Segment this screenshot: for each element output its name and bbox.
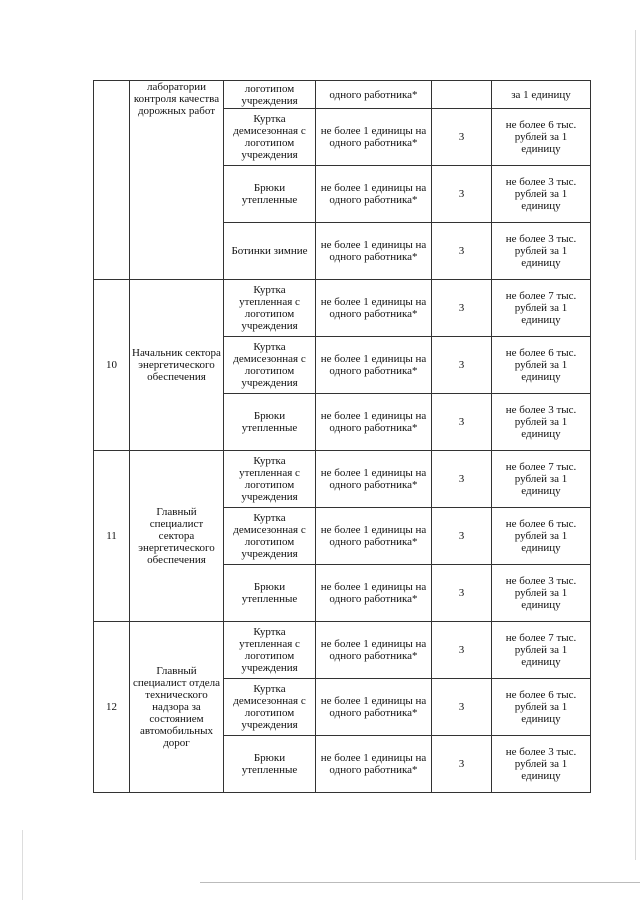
price-cell: не более 7 тыс. рублей за 1 единицу [492,451,591,508]
price-cell: не более 3 тыс. рублей за 1 единицу [492,736,591,793]
quantity-cell: не более 1 единицы на одного работника* [316,394,432,451]
item-name-cell: Куртка утепленная с логотипом учреждения [224,280,316,337]
price-cell: не более 6 тыс. рублей за 1 единицу [492,679,591,736]
item-name-cell: Куртка демисезонная с логотипом учреждения [224,109,316,166]
item-name-cell: Куртка утепленная с логотипом учреждения [224,451,316,508]
price-cell: не более 3 тыс. рублей за 1 единицу [492,394,591,451]
item-name-cell: Ботинки зимние [224,223,316,280]
quantity-cell: не более 1 единицы на одного работника* [316,223,432,280]
price-cell: не более 3 тыс. рублей за 1 единицу [492,223,591,280]
position-cell: лаборатории контроля качества дорожных работ [130,81,224,280]
wear-period-cell: 3 [432,280,492,337]
item-name-cell: логотипом учреждения [224,81,316,109]
quantity-cell: не более 1 единицы на одного работника* [316,166,432,223]
table-row [94,280,591,337]
wear-period-cell [432,81,492,109]
quantity-cell: не более 1 единицы на одного работника* [316,736,432,793]
table-row [94,81,591,109]
item-name-cell: Куртка демисезонная с логотипом учреждения [224,508,316,565]
row-number-cell: 11 [94,451,130,622]
item-name-cell: Брюки утепленные [224,565,316,622]
quantity-cell: не более 1 единицы на одного работника* [316,622,432,679]
position-cell: Начальник сектора энергетического обеспечения [130,280,224,451]
price-cell: за 1 единицу [492,81,591,109]
quantity-cell: не более 1 единицы на одного работника* [316,109,432,166]
quantity-cell: не более 1 единицы на одного работника* [316,280,432,337]
price-cell: не более 7 тыс. рублей за 1 единицу [492,622,591,679]
position-cell: Главный специалист отдела технического надзора за состоянием автомобильных дорог [130,622,224,793]
quantity-cell: не более 1 единицы на одного работника* [316,508,432,565]
quantity-cell: не более 1 единицы на одного работника* [316,451,432,508]
wear-period-cell: 3 [432,736,492,793]
quantity-cell: не более 1 единицы на одного работника* [316,679,432,736]
wear-period-cell: 3 [432,394,492,451]
item-name-cell: Брюки утепленные [224,394,316,451]
wear-period-cell: 3 [432,166,492,223]
scan-edge-line [635,30,636,860]
wear-period-cell: 3 [432,109,492,166]
item-name-cell: Брюки утепленные [224,736,316,793]
price-cell: не более 3 тыс. рублей за 1 единицу [492,565,591,622]
item-name-cell: Брюки утепленные [224,166,316,223]
table-body [94,81,591,793]
table-row [94,451,591,508]
wear-period-cell: 3 [432,223,492,280]
clothing-norms-table [93,80,591,793]
position-cell: Главный специалист сектора энергетического обеспечения [130,451,224,622]
item-name-cell: Куртка демисезонная с логотипом учреждения [224,679,316,736]
price-cell: не более 7 тыс. рублей за 1 единицу [492,280,591,337]
row-number-cell: 10 [94,280,130,451]
wear-period-cell: 3 [432,679,492,736]
price-cell: не более 6 тыс. рублей за 1 единицу [492,337,591,394]
row-number-cell [94,81,130,280]
wear-period-cell: 3 [432,622,492,679]
price-cell: не более 6 тыс. рублей за 1 единицу [492,508,591,565]
scan-edge-line [22,830,23,900]
item-name-cell: Куртка демисезонная с логотипом учреждения [224,337,316,394]
price-cell: не более 6 тыс. рублей за 1 единицу [492,109,591,166]
row-number-cell: 12 [94,622,130,793]
wear-period-cell: 3 [432,451,492,508]
price-cell: не более 3 тыс. рублей за 1 единицу [492,166,591,223]
wear-period-cell: 3 [432,565,492,622]
quantity-cell: не более 1 единицы на одного работника* [316,565,432,622]
quantity-cell: не более 1 единицы на одного работника* [316,337,432,394]
scan-edge-line [200,882,640,883]
item-name-cell: Куртка утепленная с логотипом учреждения [224,622,316,679]
wear-period-cell: 3 [432,508,492,565]
quantity-cell: одного работника* [316,81,432,109]
table-row [94,622,591,679]
wear-period-cell: 3 [432,337,492,394]
